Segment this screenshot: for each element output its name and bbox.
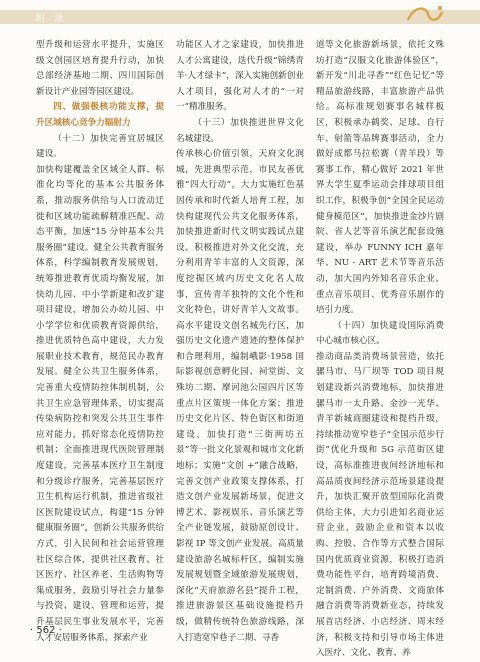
header-label: 附 录	[36, 14, 66, 24]
subsection-heading: （十四）加快建设国际消费中心城市核心区。	[316, 320, 444, 347]
paragraph: 加快构建覆盖全区域全人群、标准化均等化的基本公共服务体系，推动服务供给与人口流动迁徙和区域功能疏解精准匹配、动态平衡，加速“15 分钟基本公共服务圈”建设。健全公共教育服务体系，科学编制教育发展规划，统筹推进教育优质均衡发展，加快幼儿园、中小学新建和改扩建项目建设，增加公办幼儿园、中小学学位和优质教育资源供给，推进优质特色高中建设，大力发展职业技术教育，规范民办教育发展。健全公共卫生服务体系，完善重大疫情防控体制机制，公共卫生应急管理体系，切实提高传染病防控和突发公共卫生事件应对能力，抓好常态化疫情防控机制；全面推进现代医院管理制度建设，完善基本医疗卫生制度和分级诊疗服务，完善基层医疗卫生机构运行机制，推进省级社区医院建设试点，构建“15 分钟健康服务圈”，创新公共服务供给方式，引入民间和社会运营管理社区综合体，提供社区教育、社区医疗、社区养老、生活购物等集成服务，鼓励引导社会力量参与投资、建设、管理和运营，提升基层民生事业发展水平，完善人才安居服务体系，探索产业	[36, 164, 164, 643]
subsection-heading: （十二）加快完善宜居城区建设。	[36, 133, 164, 160]
paragraph: 功能区人才之家建设，加快推进人才公寓建设，迭代升级“锦绣青羊·人才绿卡”，深入实施创新创业人才项目，强化对人才的“一对一”精准服务。	[176, 40, 304, 113]
page-number: · 562 ·	[30, 625, 62, 636]
page-header	[0, 0, 480, 26]
subsection-heading: （十三）加快推进世界文化名城建设。	[176, 117, 304, 144]
decorative-swirl-icon	[406, 2, 446, 26]
paragraph: 传承核心价值引领，天府文化润城，先进典型示范，市民友善优雅“四大行动”，大力实施红色基因传承和时代新人培育工程，加快构建现代公共文化服务体系，加快推进新时代文明实践试点建设。积极推进对外文化交流，充分利用青羊丰富的人文资源，深度挖掘区域内历史文化名人故事，宣传青羊独特的文化个性和文化特色，讲好青羊人文故事。高水平建设文创名城先行区，加强历史文化遗产遗迹的整体保护和合理利用，编制峨影·1958 国际影视创意孵化园、祠堂街、文殊坊二期、摩诃池公园四片区等重点片区策规一体化方案；推进历史文化片区、特色街区和街道建设，加快打造“三街两坊五景”等一批文化景观和城市文化新地标；实施“文创 +”融合战略，完善文创产业政策支撑体系，打造文创产业发展新场景，促进文博艺术、影视娱乐、音乐演艺等全产业链发展，鼓励原创设计、影视 IP 等文创产业发展。高质量建设旅游名城标杆区，编制实施发展规划暨全域旅游发展规划，深化“天府旅游名县”提升工程，推进旅游景区基础设施提档升级，做精传统特色旅游线路，深入打造宽窄巷子二期、寻香	[176, 149, 304, 643]
paragraph: 推动商品类消费场景营造，依托骡马市、马厂坝等 TOD 项目规划建设新兴消费地标，加快推进骡马市一太升路、金沙一光华、青羊新城商圈建设和提档升级，持续推动宽窄巷子“全国示范步行街”优化升级和 5G 示范街区建设，高标准推进夜间经济地标和高品质夜间经济示范场景建设提升，加快汇聚开放型国际化消费供给主体，大力引进知名商业运营企业，鼓励企业和资本以收购、控股、合作等方式整合国际国内优质商业资源，积极打造消费功能性平台，培育跨境消费、定制消费、户外消费、文商旅体融合消费等消费新业态，持续发展首店经济、小店经济、周末经济，积极支持和引导市场主体进入医疗、文化、教育、养	[316, 351, 444, 659]
text-column-3	[316, 38, 444, 659]
section-heading: 四、做强极核功能支撑，提升区域核心竞争力辐射力	[36, 102, 164, 128]
text-column-2	[176, 38, 304, 643]
paragraph: 道等文化旅游新场景，依托文殊坊打造“汉服文化旅游体验区”，新开发“川北寻香”“红色记忆”等精品旅游线路，丰富旅游产品供给。高标准规划赛事名城样板区，积极承办鹤奖、足球、自行车、射箭等品牌赛事活动，全力做好成都马拉松赛（青羊段）等赛事工作，精心做好 2021 年世界大学生夏季运动会排球项目组织工作，积极争创“全国全民运动健身模范区”，加快推进金沙片剧院、省人艺等音乐演艺配套设施建设，举办 FUNNY ICH 嘉年华、NU - ART 艺术节等音乐活动，加大国内外知名音乐企业、重点音乐项目、优秀音乐剧作的培引力度。	[316, 40, 444, 316]
paragraph: 型升级和运营水平提升，实施区级文创园区培育提升行动，加快总部经济基地二期、四川国际创新设计产业园等园区建设。	[36, 40, 164, 97]
